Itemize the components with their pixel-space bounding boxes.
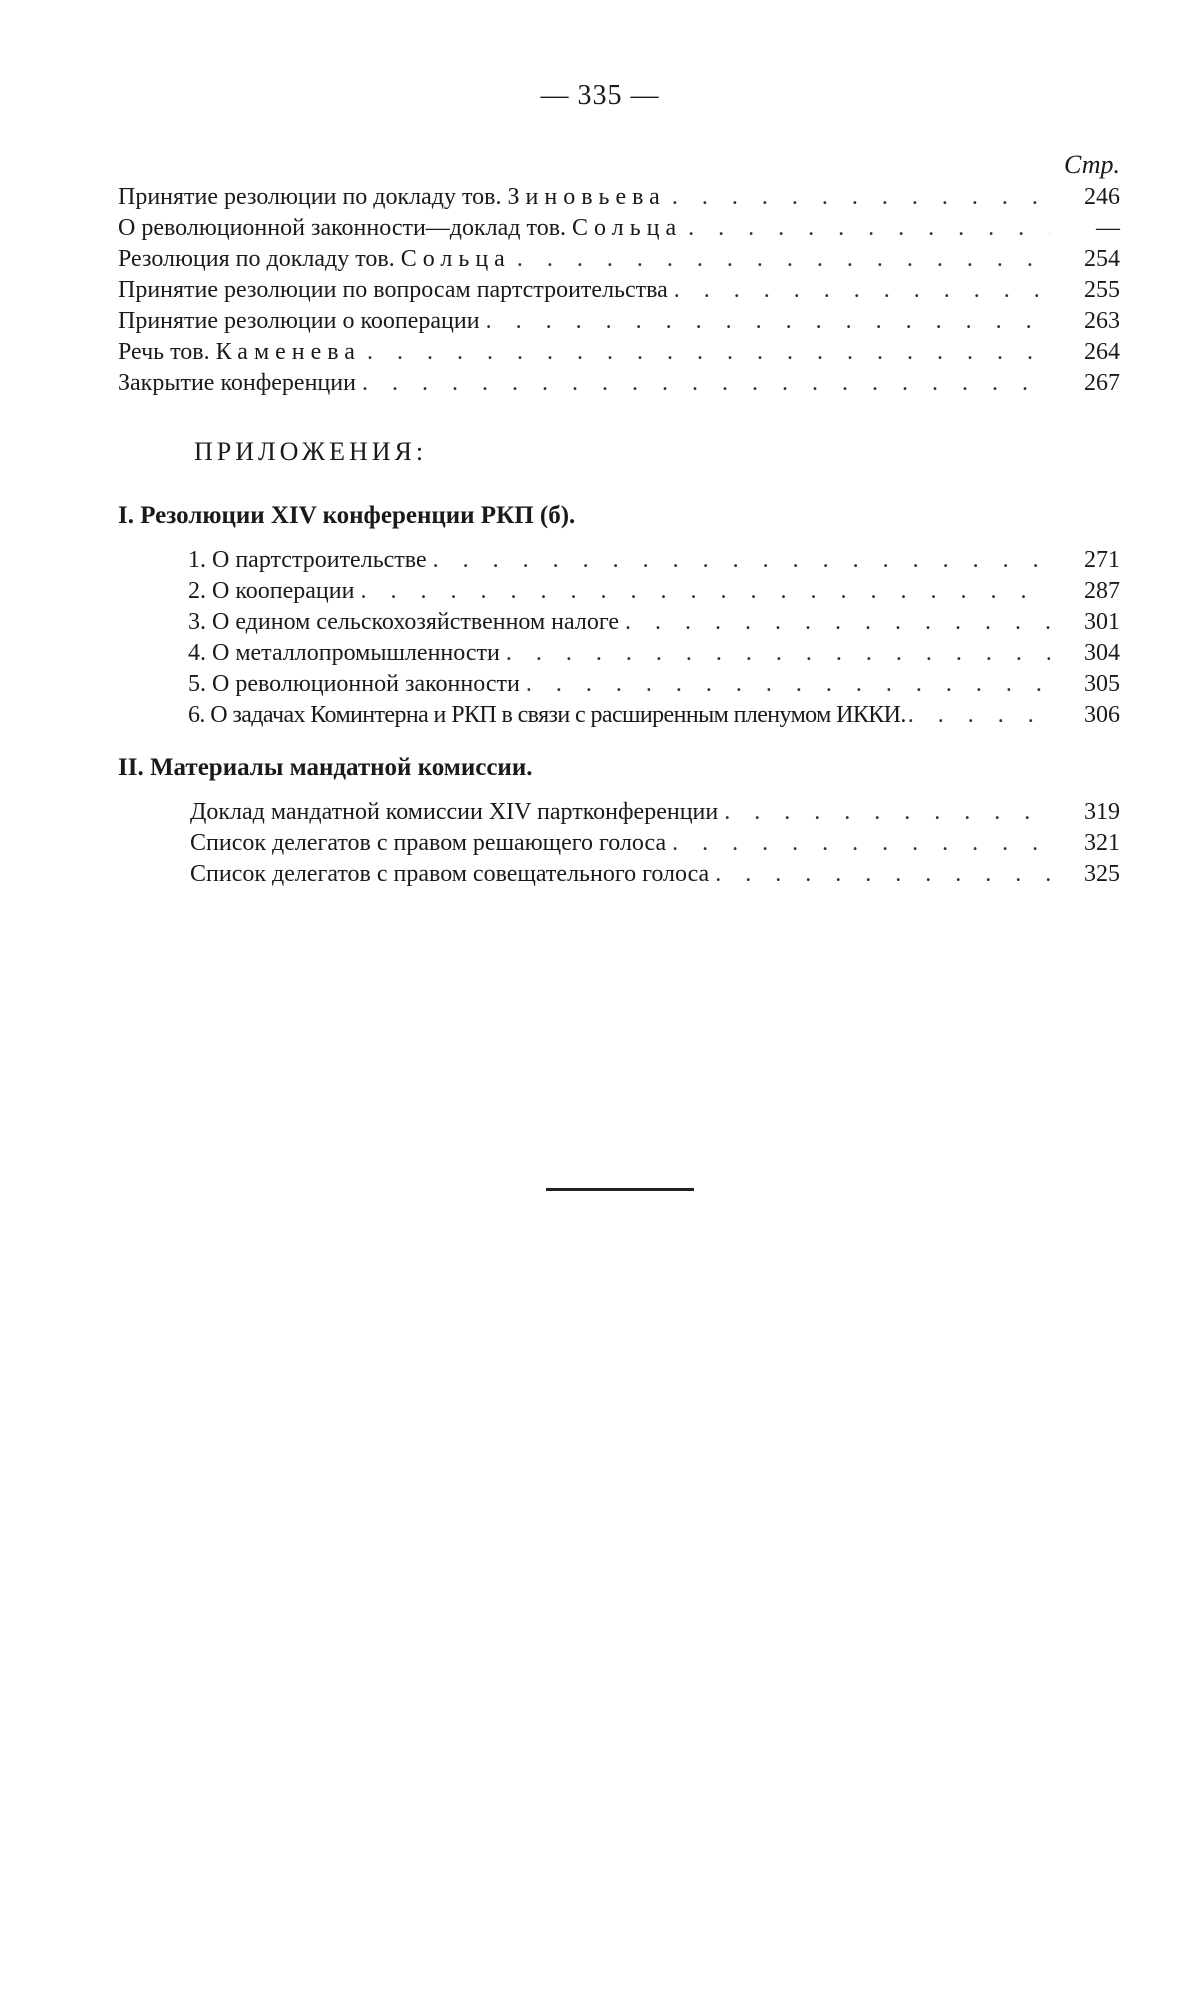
- dot-leader: [688, 213, 1050, 244]
- dot-leader: [724, 797, 1050, 828]
- dot-leader: [674, 275, 1050, 306]
- page-number: — 335 —: [540, 80, 660, 111]
- dot-leader: [672, 182, 1050, 213]
- entry-title: Принятие резолюции о кооперации: [118, 308, 480, 334]
- entry-title: 5. О революционной законности: [188, 671, 520, 697]
- entry-page: 246: [1084, 184, 1120, 210]
- entry-page: —: [1096, 215, 1120, 241]
- section-one-heading: I. Резолюции XIV конференции РКП (б).: [118, 502, 576, 529]
- entry-title: 6. О задачах Коминтерна и РКП в связи с расширенным пленумом ИККИ.: [188, 702, 906, 728]
- dot-leader: [672, 828, 1050, 859]
- entry-page: 304: [1084, 640, 1120, 666]
- dot-leader: [506, 638, 1050, 669]
- dot-leader: [362, 368, 1050, 399]
- dot-leader: [715, 859, 1050, 890]
- entry-page: 255: [1084, 277, 1120, 303]
- entry-page: 264: [1084, 339, 1120, 365]
- dot-leader: [526, 669, 1050, 700]
- entry-page: 319: [1084, 799, 1120, 825]
- entry-title: О революционной законности—доклад тов. Сольца: [118, 215, 683, 241]
- entry-page: 301: [1084, 609, 1120, 635]
- entry-page: 321: [1084, 830, 1120, 856]
- dot-leader: [625, 607, 1050, 638]
- appendix-heading: ПРИЛОЖЕНИЯ:: [194, 437, 428, 466]
- entry-page: 306: [1084, 702, 1120, 728]
- entry-title: Принятие резолюции по вопросам партстроительства: [118, 277, 668, 303]
- dot-leader: [360, 576, 1050, 607]
- dot-leader: [517, 244, 1050, 275]
- end-rule: [546, 1188, 694, 1191]
- dot-leader: [908, 700, 1058, 731]
- toc-entry: [118, 545, 1120, 576]
- toc-entry: [118, 828, 1120, 859]
- dot-leader: [486, 306, 1050, 337]
- toc-entry: [118, 306, 1120, 337]
- entry-title: Речь тов. Каменева: [118, 339, 361, 365]
- toc-entry: [118, 213, 1120, 244]
- toc-entry: [118, 368, 1120, 399]
- entry-page: 325: [1084, 861, 1120, 887]
- entry-title: Закрытие конференции: [118, 370, 356, 396]
- entry-title: 2. О кооперации: [188, 578, 355, 604]
- entry-title: Доклад мандатной комиссии XIV партконференции: [190, 799, 719, 825]
- entry-title: Принятие резолюции по докладу тов. Зиновьева: [118, 184, 666, 210]
- entry-title: Список делегатов с правом решающего голоса: [190, 830, 667, 856]
- toc-entry: [118, 576, 1120, 607]
- entry-title: Список делегатов с правом совещательного голоса: [190, 861, 710, 887]
- toc-entry: [118, 337, 1120, 368]
- entry-title: 1. О партстроительстве: [188, 547, 427, 573]
- toc-entry: [118, 700, 1120, 731]
- toc-entry: [118, 797, 1120, 828]
- toc-entry: [118, 859, 1120, 890]
- toc-entry: [118, 275, 1120, 306]
- dot-leader: [433, 545, 1050, 576]
- toc-entry: [118, 607, 1120, 638]
- entry-page: 263: [1084, 308, 1120, 334]
- toc-entry: [118, 669, 1120, 700]
- page-column-header: Стр.: [1064, 150, 1120, 179]
- dot-leader: [367, 337, 1050, 368]
- table-of-contents: [118, 148, 1120, 890]
- entry-page: 305: [1084, 671, 1120, 697]
- entry-page: 254: [1084, 246, 1120, 272]
- entry-page: 287: [1084, 578, 1120, 604]
- entry-title: 3. О едином сельскохозяйственном налоге: [188, 609, 620, 635]
- entry-page: 271: [1084, 547, 1120, 573]
- entry-page: 267: [1084, 370, 1120, 396]
- toc-entry: [118, 182, 1120, 213]
- toc-entry: [118, 244, 1120, 275]
- toc-entry: [118, 638, 1120, 669]
- section-two-heading: II. Материалы мандатной комиссии.: [118, 754, 533, 781]
- entry-title: Резолюция по докладу тов. Сольца: [118, 246, 511, 272]
- entry-title: 4. О металлопромышленности: [188, 640, 500, 666]
